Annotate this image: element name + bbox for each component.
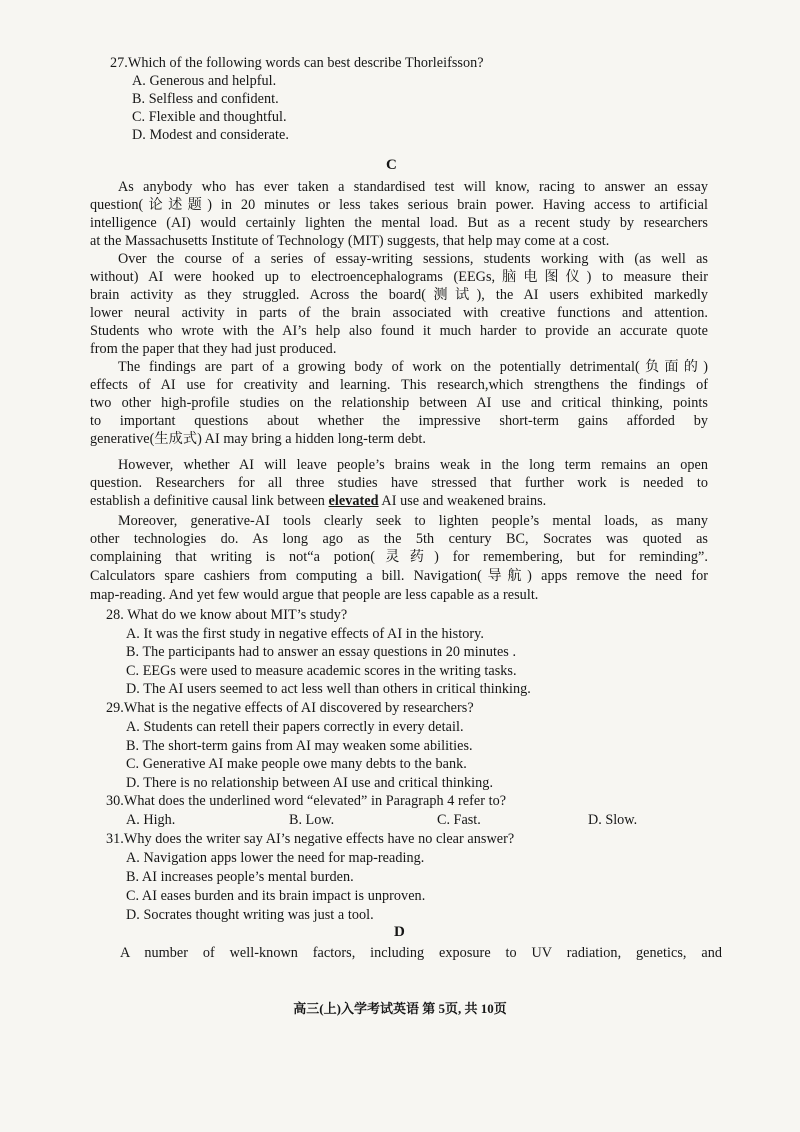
- question-29-option-c: C. Generative AI make people owe many debts to the bank.: [126, 756, 467, 772]
- question-31-option-c: C. AI eases burden and its brain impact is unproven.: [126, 888, 426, 904]
- passage-line: However, whether AI will leave people’s brains weak in the long term remains an open: [118, 457, 708, 473]
- passage-line: without) AI were hooked up to electroencephalograms (EEGs,脑电图仪) to measure their: [90, 269, 708, 285]
- passage-line: As anybody who has ever taken a standardised test will know, racing to answer an essay: [118, 179, 708, 195]
- question-28-option-c: C. EEGs were used to measure academic scores in the writing tasks.: [126, 663, 517, 679]
- passage-line: at the Massachusetts Institute of Technology (MIT) suggests, that help may come at a cost.: [90, 233, 610, 249]
- passage-line: lower neural activity in parts of the brain associated with creative functions and attention.: [90, 305, 708, 321]
- question-31-option-d: D. Socrates thought writing was just a tool.: [126, 907, 374, 923]
- section-label-c: C: [386, 157, 397, 173]
- passage-line: complaining that writing is not“a potion(灵药) for remembering, but for reminding”.: [90, 549, 708, 565]
- passage-line-underlined: [90, 492, 546, 510]
- passage-line: other technologies do. As long ago as the 5th century BC, Socrates was quoted as: [90, 531, 708, 547]
- passage-line: to important questions about whether the impressive short-term gains afforded by: [90, 413, 708, 429]
- passage-line: brain activity as they struggled. Across the board(测试), the AI users exhibited markedly: [90, 287, 708, 303]
- passage-line: question. Researchers for all three studies have stressed that further work is needed to: [90, 475, 708, 491]
- question-31-stem: 31.Why does the writer say AI’s negative effects have no clear answer?: [106, 831, 515, 847]
- passage-line: effects of AI use for creativity and learning. This research,which strengthens the findings of: [90, 377, 708, 393]
- question-30-option-c: C. Fast.: [437, 812, 481, 828]
- question-29-option-a: A. Students can retell their papers correctly in every detail.: [126, 719, 464, 735]
- question-27-stem: 27.Which of the following words can best describe Thorleifsson?: [110, 55, 484, 71]
- passage-text: establish a definitive causal link between: [90, 493, 325, 509]
- question-30-stem: 30.What does the underlined word “elevated” in Paragraph 4 refer to?: [106, 793, 507, 809]
- page-footer: 高三(上)入学考试英语 第 5页, 共 10页: [293, 1001, 507, 1016]
- question-27-option-c: C. Flexible and thoughtful.: [132, 109, 287, 125]
- passage-text: AI use and weakened brains.: [381, 493, 547, 509]
- question-29-option-b: B. The short-term gains from AI may weaken some abilities.: [126, 738, 473, 754]
- question-31-option-b: B. AI increases people’s mental burden.: [126, 869, 354, 885]
- question-30-option-d: D. Slow.: [588, 812, 638, 828]
- passage-line: two other high-profile studies on the relationship between AI use and critical thinking, points: [90, 395, 708, 411]
- passage-line: map-reading. And yet few would argue that people are less capable as a result.: [90, 587, 539, 603]
- question-29-stem: 29.What is the negative effects of AI discovered by researchers?: [106, 700, 474, 716]
- passage-line: The findings are part of a growing body of work on the potentially detrimental(负面的): [118, 359, 708, 375]
- question-30-option-b: B. Low.: [289, 812, 335, 828]
- passage-line: Calculators spare cashiers from computing a bill. Navigation(导航) apps remove the need for: [90, 568, 708, 584]
- question-28-stem: 28. What do we know about MIT’s study?: [106, 607, 348, 623]
- underlined-word-elevated: elevated: [328, 493, 379, 509]
- passage-line: question(论述题) in 20 minutes or less takes serious brain power. Having access to artificial: [90, 197, 708, 213]
- question-27-option-b: B. Selfless and confident.: [132, 91, 279, 107]
- question-28-option-a: A. It was the first study in negative effects of AI in the history.: [126, 626, 484, 642]
- passage-line: intelligence (AI) would certainly lighten the mental load. But as a recent study by researchers: [90, 215, 708, 231]
- question-29-option-d: D. There is no relationship between AI use and critical thinking.: [126, 775, 494, 791]
- question-27-option-a: A. Generous and helpful.: [132, 73, 277, 89]
- question-30-option-a: A. High.: [126, 812, 176, 828]
- question-27-option-d: D. Modest and considerate.: [132, 127, 289, 143]
- question-31-option-a: A. Navigation apps lower the need for map-reading.: [126, 850, 425, 866]
- passage-line: generative(生成式) AI may bring a hidden long-term debt.: [90, 431, 426, 447]
- section-label-d: D: [394, 924, 405, 940]
- question-28-option-d: D. The AI users seemed to act less well than others in critical thinking.: [126, 681, 531, 697]
- question-28-option-b: B. The participants had to answer an essay questions in 20 minutes .: [126, 644, 517, 660]
- passage-line: Over the course of a series of essay-writing sessions, students working with (as well as: [118, 251, 708, 267]
- passage-d-first-line: A number of well-known factors, including exposure to UV radiation, genetics, and: [120, 945, 722, 961]
- passage-line: Students who wrote with the AI’s help also found it much harder to provide an accurate quote: [90, 323, 708, 339]
- passage-line: from the paper that they had just produced.: [90, 341, 337, 357]
- passage-line: Moreover, generative-AI tools clearly seek to lighten people’s mental loads, as many: [118, 513, 708, 529]
